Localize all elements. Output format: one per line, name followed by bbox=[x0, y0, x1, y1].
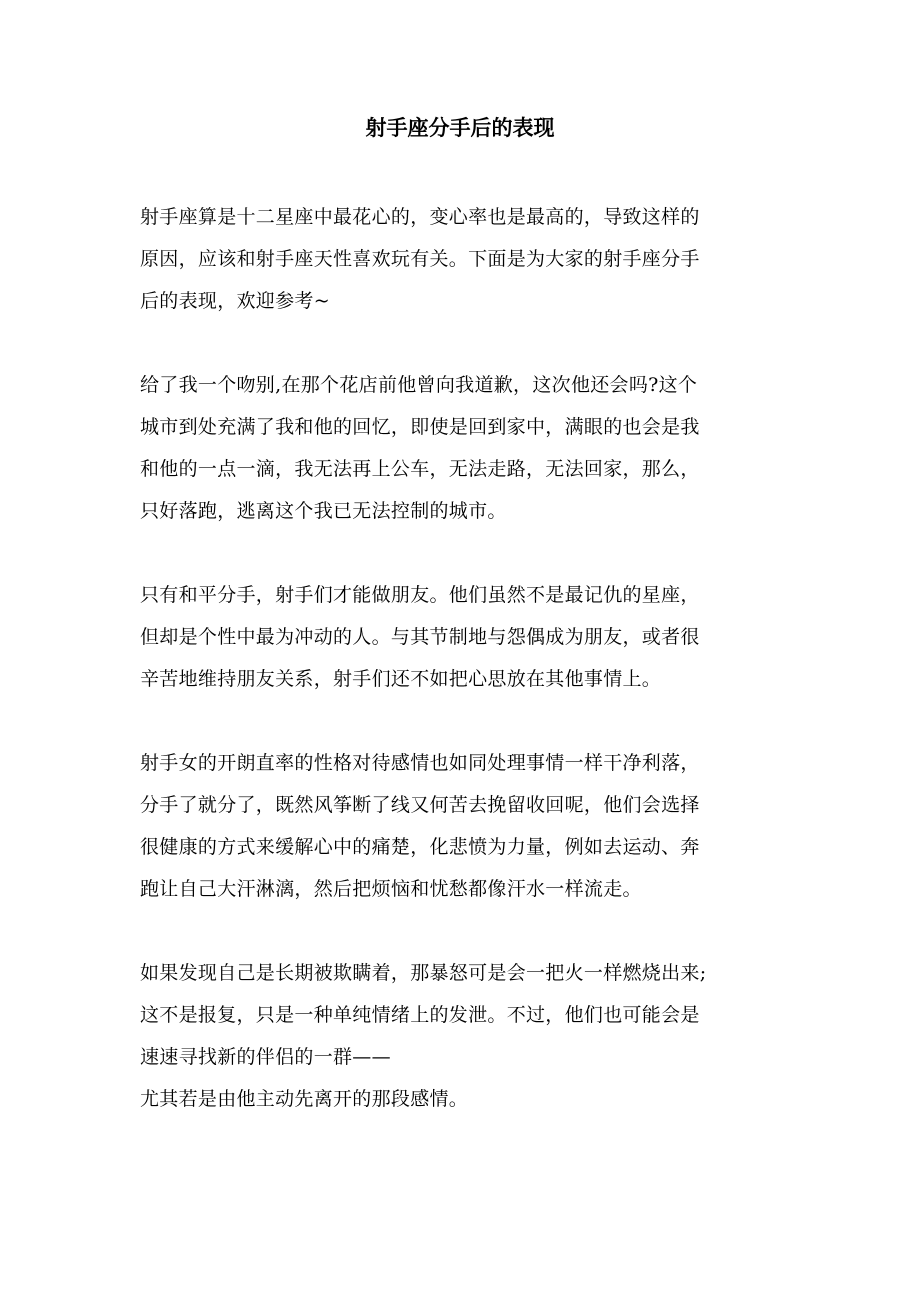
paragraph-3 bbox=[140, 574, 785, 700]
text-line: 只好落跑，逃离这个我已无法控制的城市。 bbox=[140, 500, 507, 522]
text-line: 跑让自己大汗淋漓，然后把烦恼和忧愁都像汗水一样流走。 bbox=[140, 878, 642, 900]
text-line: 城市到处充满了我和他的回忆，即使是回到家中，满眼的也会是我 bbox=[140, 416, 700, 438]
text-line: 分手了就分了，既然风筝断了线又何苦去挽留收回呢，他们会选择 bbox=[140, 794, 700, 816]
paragraph-2 bbox=[140, 364, 785, 532]
document-title: 射手座分手后的表现 bbox=[365, 115, 555, 140]
text-line: 给了我一个吻别,在那个花店前他曾向我道歉，这次他还会吗?这个 bbox=[140, 374, 698, 396]
text-line: 和他的一点一滴，我无法再上公车，无法走路，无法回家，那么， bbox=[140, 458, 700, 480]
text-line: 很健康的方式来缓解心中的痛楚，化悲愤为力量，例如去运动、奔 bbox=[140, 836, 700, 858]
paragraph-5 bbox=[140, 952, 785, 1120]
paragraph-intro bbox=[140, 196, 785, 322]
paragraph-4 bbox=[140, 742, 785, 910]
text-line: 这不是报复，只是一种单纯情绪上的发泄。不过，他们也可能会是 bbox=[140, 1004, 700, 1026]
text-line: 但却是个性中最为冲动的人。与其节制地与怨偶成为朋友，或者很 bbox=[140, 626, 700, 648]
text-line: 只有和平分手，射手们才能做朋友。他们虽然不是最记仇的星座， bbox=[140, 584, 700, 606]
text-line: 原因，应该和射手座天性喜欢玩有关。下面是为大家的射手座分手 bbox=[140, 248, 700, 270]
text-line: 射手座算是十二星座中最花心的，变心率也是最高的，导致这样的 bbox=[140, 206, 700, 228]
text-line: 后的表现，欢迎参考~ bbox=[140, 290, 330, 312]
text-line: 如果发现自己是长期被欺瞒着，那暴怒可是会一把火一样燃烧出来; bbox=[140, 962, 707, 984]
document-body bbox=[140, 196, 785, 1162]
text-line: 射手女的开朗直率的性格对待感情也如同处理事情一样干净利落， bbox=[140, 752, 700, 774]
text-line: 尤其若是由他主动先离开的那段感情。 bbox=[140, 1088, 469, 1110]
text-line: 辛苦地维持朋友关系，射手们还不如把心思放在其他事情上。 bbox=[140, 668, 662, 690]
text-line: 速速寻找新的伴侣的一群—— bbox=[140, 1046, 391, 1068]
